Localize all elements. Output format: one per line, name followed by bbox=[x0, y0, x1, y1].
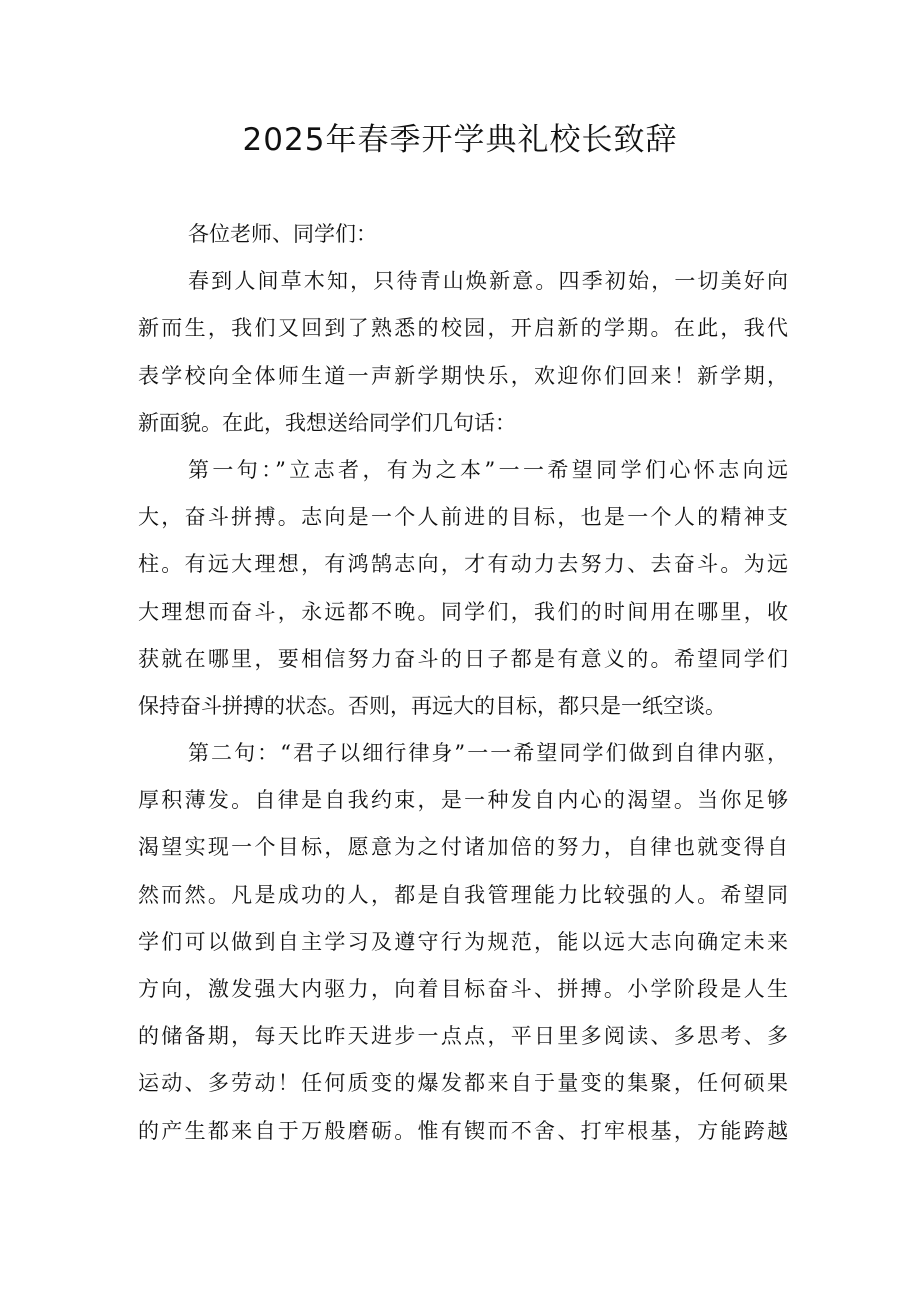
text-line: 柱。有远大理想，有鸿鹄志向，才有动力去努力、去奋斗。为远 bbox=[138, 552, 788, 577]
text-line: 方向，激发强大内驱力，向着目标奋斗、拼搏。小学阶段是人生 bbox=[138, 977, 788, 1001]
speech-body bbox=[138, 211, 788, 1155]
text-line: 的储备期，每天比昨天进步一点点，平日里多阅读、多思考、多 bbox=[138, 1024, 788, 1049]
text-line: 表学校向全体师生道一声新学期快乐，欢迎你们回来！新学期， bbox=[138, 363, 788, 388]
text-line: 大，奋斗拼搏。志向是一个人前进的目标，也是一个人的精神支 bbox=[138, 505, 788, 530]
text-line: 厚积薄发。自律是自我约束，是一种发自内心的渴望。当你足够 bbox=[138, 788, 788, 813]
page-title: 2025年春季开学典礼校长致辞 bbox=[242, 122, 678, 158]
text-line: 的产生都来自于万般磨砺。惟有锲而不舍、打牢根基，方能跨越 bbox=[138, 1118, 788, 1143]
greeting-line: 各位老师、同学们： bbox=[188, 222, 377, 246]
text-line: 渴望实现一个目标，愿意为之付诸加倍的努力，自律也就变得自 bbox=[138, 835, 788, 860]
text-line: 春到人间草木知，只待青山焕新意。四季初始，一切美好向 bbox=[188, 269, 788, 294]
text-line: 学们可以做到自主学习及遵守行为规范，能以远大志向确定未来 bbox=[138, 929, 788, 954]
text-line: 保持奋斗拼搏的状态。否则，再远大的目标，都只是一纸空谈。 bbox=[138, 693, 726, 718]
text-line: 第一句：”立志者，有为之本”一一希望同学们心怀志向远 bbox=[188, 457, 788, 482]
text-line: 新面貌。在此，我想送给同学们几句话： bbox=[138, 410, 516, 435]
text-line: 获就在哪里，要相信努力奋斗的日子都是有意义的。希望同学们 bbox=[138, 646, 788, 671]
text-line: 新而生，我们又回到了熟悉的校园，开启新的学期。在此，我代 bbox=[138, 316, 788, 341]
text-line: 大理想而奋斗，永远都不晚。同学们，我们的时间用在哪里，收 bbox=[138, 599, 788, 624]
text-line: 第二句：“君子以细行律身”一一希望同学们做到自律内驱， bbox=[188, 741, 788, 766]
text-line: 运动、多劳动！任何质变的爆发都来自于量变的集聚，任何硕果 bbox=[138, 1071, 788, 1096]
text-line: 然而然。凡是成功的人，都是自我管理能力比较强的人。希望同 bbox=[138, 882, 788, 907]
